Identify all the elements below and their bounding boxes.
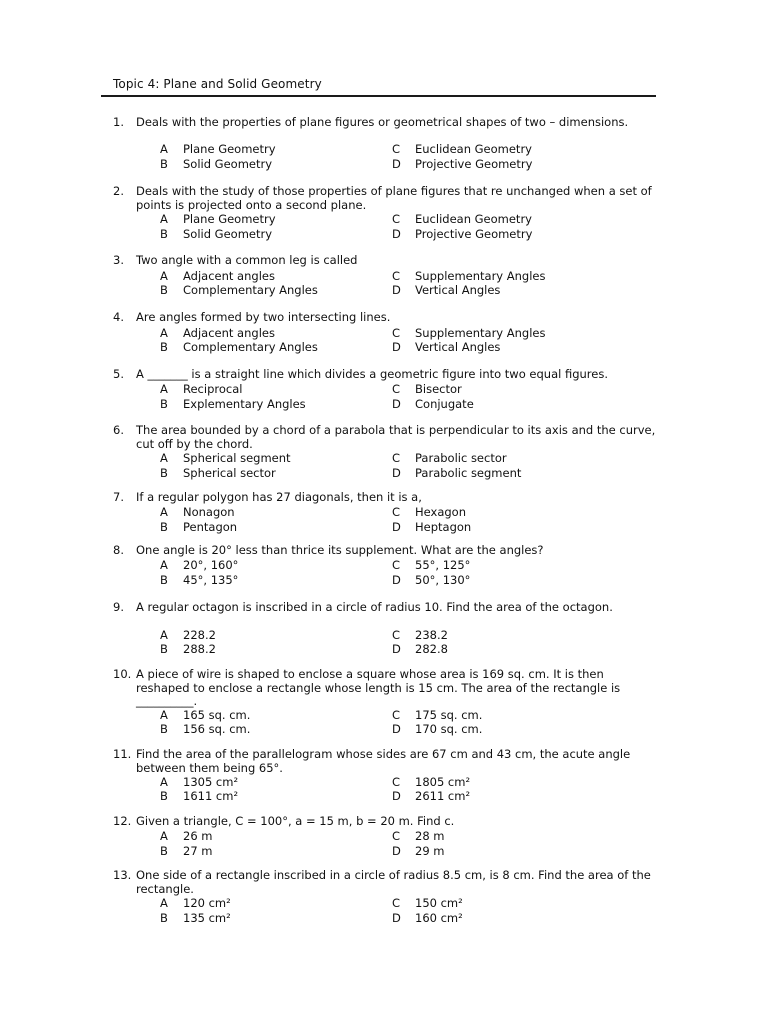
- choice-text: Plane Geometry: [183, 212, 276, 226]
- choice-c: [392, 269, 546, 284]
- choice-d: [392, 520, 471, 535]
- choice-a: [160, 708, 250, 723]
- choice-text: 20°, 160°: [183, 558, 239, 572]
- choice-a: [160, 382, 242, 397]
- question-text: A _______ is a straight line which divides a geometric figure into two equal figures.: [136, 367, 608, 381]
- question-number: 12.: [113, 814, 132, 828]
- choice-a: [160, 212, 276, 227]
- choice-text: Plane Geometry: [183, 142, 276, 156]
- choice-letter: B: [160, 397, 168, 411]
- choice-letter: D: [392, 722, 401, 736]
- page-title: Topic 4: Plane and Solid Geometry: [113, 77, 322, 91]
- choice-letter: B: [160, 520, 168, 534]
- choice-letter: A: [160, 142, 168, 156]
- choice-text: 228.2: [183, 628, 216, 642]
- choice-text: 1305 cm²: [183, 775, 239, 789]
- choice-letter: D: [392, 157, 401, 171]
- choice-a: [160, 896, 231, 911]
- choice-c: [392, 142, 532, 157]
- choice-letter: A: [160, 326, 168, 340]
- choice-a: [160, 326, 275, 341]
- choice-b: [160, 397, 306, 412]
- choice-text: Spherical segment: [183, 451, 291, 465]
- choice-letter: D: [392, 397, 401, 411]
- choice-b: [160, 789, 238, 804]
- choice-c: [392, 451, 507, 466]
- choice-a: [160, 142, 276, 157]
- question-number: 5.: [113, 367, 124, 381]
- choice-b: [160, 722, 250, 737]
- choice-text: Solid Geometry: [183, 227, 273, 241]
- choice-c: [392, 212, 532, 227]
- choice-text: Conjugate: [415, 397, 474, 411]
- choice-text: Vertical Angles: [415, 283, 501, 297]
- choice-b: [160, 340, 318, 355]
- choice-a: [160, 829, 213, 844]
- choice-text: Heptagon: [415, 520, 472, 534]
- choice-text: 1805 cm²: [415, 775, 471, 789]
- choice-d: [392, 789, 470, 804]
- choice-letter: B: [160, 789, 168, 803]
- choice-letter: A: [160, 708, 168, 722]
- choice-text: 1611 cm²: [183, 789, 239, 803]
- choice-text: Adjacent angles: [183, 269, 275, 283]
- choice-d: [392, 642, 448, 657]
- choice-text: 288.2: [183, 642, 216, 656]
- choice-text: Bisector: [415, 382, 462, 396]
- choice-letter: A: [160, 896, 168, 910]
- choice-d: [392, 340, 500, 355]
- choice-text: 26 m: [183, 829, 213, 843]
- choice-letter: A: [160, 451, 168, 465]
- choice-text: Hexagon: [415, 505, 466, 519]
- choice-text: 29 m: [415, 844, 445, 858]
- choice-letter: D: [392, 227, 401, 241]
- question-number: 7.: [113, 490, 124, 504]
- choice-text: Solid Geometry: [183, 157, 273, 171]
- choice-text: Nonagon: [183, 505, 235, 519]
- choice-letter: C: [392, 142, 401, 156]
- question-number: 6.: [113, 423, 124, 437]
- choice-text: Parabolic sector: [415, 451, 507, 465]
- choice-text: 55°, 125°: [415, 558, 471, 572]
- question-text: Find the area of the parallelogram whose sides are 67 cm and 43 cm, the acute angle between them being 65°.: [136, 747, 631, 775]
- choice-d: [392, 157, 532, 172]
- choice-c: [392, 326, 546, 341]
- choice-d: [392, 397, 474, 412]
- choice-letter: B: [160, 911, 168, 925]
- choice-text: 27 m: [183, 844, 213, 858]
- choice-letter: A: [160, 269, 168, 283]
- question-number: 8.: [113, 543, 124, 557]
- choice-text: 175 sq. cm.: [415, 708, 483, 722]
- choice-letter: A: [160, 212, 168, 226]
- choice-b: [160, 911, 231, 926]
- choice-text: Projective Geometry: [415, 157, 533, 171]
- question-text: One angle is 20° less than thrice its supplement. What are the angles?: [136, 543, 544, 557]
- choice-letter: B: [160, 573, 168, 587]
- choice-a: [160, 269, 275, 284]
- question-text: The area bounded by a chord of a parabola that is perpendicular to its axis and the curve, cut off by the chord.: [136, 423, 656, 451]
- choice-c: [392, 382, 462, 397]
- choice-letter: A: [160, 505, 168, 519]
- choice-d: [392, 573, 470, 588]
- choice-b: [160, 642, 216, 657]
- choice-text: 238.2: [415, 628, 448, 642]
- choice-letter: B: [160, 844, 168, 858]
- choice-text: 156 sq. cm.: [183, 722, 251, 736]
- choice-letter: A: [160, 558, 168, 572]
- choice-letter: B: [160, 642, 168, 656]
- question-text: A regular octagon is inscribed in a circle of radius 10. Find the area of the octagon.: [136, 600, 613, 614]
- choice-letter: A: [160, 628, 168, 642]
- choice-letter: B: [160, 722, 168, 736]
- choice-b: [160, 520, 237, 535]
- choice-letter: D: [392, 844, 401, 858]
- choice-text: Reciprocal: [183, 382, 243, 396]
- choice-letter: B: [160, 466, 168, 480]
- question-number: 9.: [113, 600, 124, 614]
- choice-b: [160, 227, 272, 242]
- choice-a: [160, 628, 216, 643]
- choice-letter: A: [160, 775, 168, 789]
- choice-text: Supplementary Angles: [415, 269, 546, 283]
- choice-letter: D: [392, 340, 401, 354]
- question-text: Two angle with a common leg is called: [136, 253, 358, 267]
- choice-c: [392, 829, 445, 844]
- choice-letter: C: [392, 451, 401, 465]
- choice-c: [392, 775, 470, 790]
- choice-text: Complementary Angles: [183, 283, 318, 297]
- choice-letter: C: [392, 708, 401, 722]
- choice-c: [392, 558, 470, 573]
- choice-d: [392, 283, 500, 298]
- question-text: If a regular polygon has 27 diagonals, then it is a,: [136, 490, 422, 504]
- choice-c: [392, 896, 463, 911]
- question-number: 13.: [113, 868, 132, 882]
- choice-letter: A: [160, 382, 168, 396]
- choice-letter: D: [392, 283, 401, 297]
- choice-c: [392, 505, 466, 520]
- question-text: Deals with the study of those properties of plane figures that re unchanged when a set of points is projected onto a second plane.: [136, 184, 652, 212]
- choice-text: 50°, 130°: [415, 573, 471, 587]
- choice-text: 160 cm²: [415, 911, 463, 925]
- choice-text: Supplementary Angles: [415, 326, 546, 340]
- question-text: A piece of wire is shaped to enclose a square whose area is 169 sq. cm. It is then reshaped to enclose a rectangle whose length is 15 cm. The area of the rectangle is __________.: [136, 667, 621, 708]
- question-number: 3.: [113, 253, 124, 267]
- choice-letter: C: [392, 326, 401, 340]
- choice-b: [160, 157, 272, 172]
- choice-text: 2611 cm²: [415, 789, 471, 803]
- choice-letter: A: [160, 829, 168, 843]
- choice-text: 28 m: [415, 829, 445, 843]
- choice-letter: C: [392, 269, 401, 283]
- choice-d: [392, 844, 445, 859]
- choice-text: 282.8: [415, 642, 448, 656]
- choice-letter: D: [392, 520, 401, 534]
- choice-d: [392, 722, 482, 737]
- choice-text: Vertical Angles: [415, 340, 501, 354]
- choice-text: Projective Geometry: [415, 227, 533, 241]
- choice-letter: C: [392, 382, 401, 396]
- choice-letter: D: [392, 911, 401, 925]
- choice-d: [392, 911, 463, 926]
- choice-letter: B: [160, 157, 168, 171]
- question-text: One side of a rectangle inscribed in a circle of radius 8.5 cm, is 8 cm. Find the area of the rectangle.: [136, 868, 651, 896]
- choice-letter: B: [160, 227, 168, 241]
- choice-letter: C: [392, 896, 401, 910]
- question-number: 4.: [113, 310, 124, 324]
- choice-a: [160, 505, 235, 520]
- choice-letter: D: [392, 466, 401, 480]
- choice-text: Explementary Angles: [183, 397, 306, 411]
- choice-a: [160, 558, 238, 573]
- choice-letter: C: [392, 212, 401, 226]
- choice-c: [392, 708, 482, 723]
- choice-text: 135 cm²: [183, 911, 231, 925]
- choice-text: Parabolic segment: [415, 466, 522, 480]
- choice-text: 170 sq. cm.: [415, 722, 483, 736]
- choice-letter: D: [392, 789, 401, 803]
- choice-text: Adjacent angles: [183, 326, 275, 340]
- choice-text: Complementary Angles: [183, 340, 318, 354]
- choice-text: 120 cm²: [183, 896, 231, 910]
- question-number: 10.: [113, 667, 132, 681]
- choice-text: 150 cm²: [415, 896, 463, 910]
- choice-text: 165 sq. cm.: [183, 708, 251, 722]
- choice-text: Pentagon: [183, 520, 238, 534]
- choice-text: Euclidean Geometry: [415, 142, 532, 156]
- title-divider: [101, 95, 656, 97]
- choice-b: [160, 844, 213, 859]
- choice-letter: C: [392, 558, 401, 572]
- choice-text: Spherical sector: [183, 466, 276, 480]
- choice-c: [392, 628, 448, 643]
- choice-letter: B: [160, 283, 168, 297]
- choice-b: [160, 466, 276, 481]
- choice-text: 45°, 135°: [183, 573, 239, 587]
- choice-letter: D: [392, 642, 401, 656]
- choice-b: [160, 573, 238, 588]
- question-text: Given a triangle, C = 100°, a = 15 m, b = 20 m. Find c.: [136, 814, 455, 828]
- choice-letter: C: [392, 505, 401, 519]
- choice-d: [392, 227, 532, 242]
- choice-letter: B: [160, 340, 168, 354]
- choice-text: Euclidean Geometry: [415, 212, 532, 226]
- choice-letter: D: [392, 573, 401, 587]
- question-number: 1.: [113, 115, 124, 129]
- choice-a: [160, 451, 291, 466]
- choice-letter: C: [392, 775, 401, 789]
- choice-a: [160, 775, 238, 790]
- question-number: 11.: [113, 747, 132, 761]
- choice-b: [160, 283, 318, 298]
- question-text: Deals with the properties of plane figures or geometrical shapes of two – dimensions.: [136, 115, 629, 129]
- question-text: Are angles formed by two intersecting lines.: [136, 310, 391, 324]
- question-number: 2.: [113, 184, 124, 198]
- choice-letter: C: [392, 829, 401, 843]
- choice-letter: C: [392, 628, 401, 642]
- choice-d: [392, 466, 521, 481]
